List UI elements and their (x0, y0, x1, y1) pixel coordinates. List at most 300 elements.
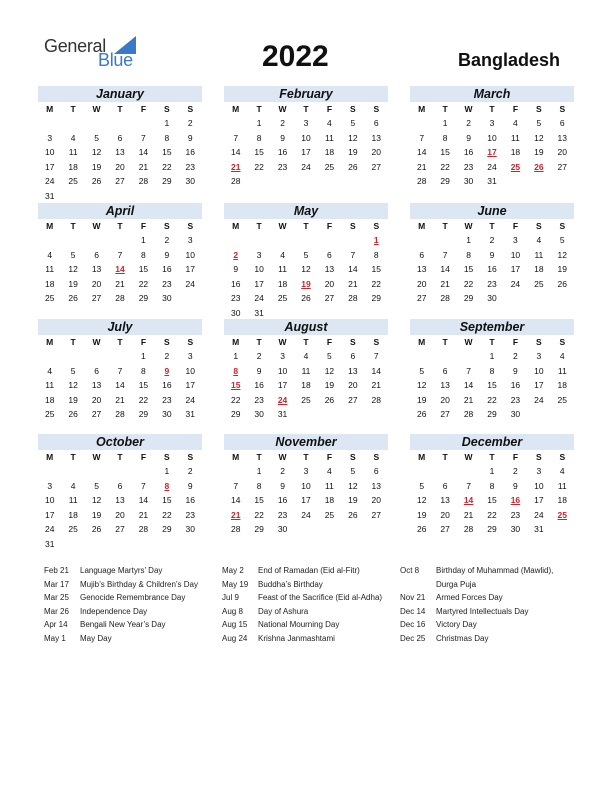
day-cell: 22 (487, 509, 497, 520)
day-cell: 15 (138, 380, 149, 391)
day-cell: 8 (373, 249, 379, 260)
weekday-label: M (232, 104, 240, 114)
day-cell: 4 (280, 249, 285, 260)
logo-blue-text: Blue (98, 50, 133, 70)
day-cell: 6 (327, 249, 332, 260)
day-cell: 8 (489, 365, 495, 376)
day-cell: 1 (489, 466, 495, 476)
weekday-label: M (46, 452, 54, 462)
weekday-label: T (303, 221, 309, 231)
month-november (224, 434, 388, 537)
holiday-row (44, 591, 198, 605)
day-cell: 11 (45, 380, 55, 391)
day-cell: 11 (301, 365, 311, 376)
day-cell: 16 (254, 380, 264, 391)
day-cell: 12 (68, 264, 78, 275)
day-cell: 2 (280, 118, 285, 128)
weekday-label: F (512, 337, 519, 347)
day-cell: 27 (115, 176, 125, 187)
day-cell: 10 (301, 132, 311, 143)
holiday-row (222, 618, 382, 632)
holiday-column (222, 564, 382, 645)
day-cell: 31 (487, 176, 497, 187)
day-cell: 28 (115, 409, 125, 420)
weekday-label: T (442, 337, 448, 347)
weekday-label: F (140, 221, 147, 231)
holiday-date: May 19 (222, 579, 249, 589)
day-cell: 16 (277, 495, 288, 506)
day-cell: 13 (348, 365, 358, 376)
day-cell: 7 (466, 365, 471, 376)
holiday-name: Independence Day (80, 606, 148, 616)
day-cell: 23 (510, 394, 521, 405)
day-cell: 4 (327, 118, 332, 128)
empty-cell (108, 464, 131, 479)
month-title: June (410, 203, 574, 219)
day-cell: 2 (466, 118, 471, 128)
day-cell: 6 (419, 249, 425, 260)
day-cell: 6 (442, 365, 448, 376)
day-cell: 11 (68, 147, 78, 158)
weekday-label: T (70, 104, 76, 114)
holiday-day: 21 (230, 161, 241, 172)
day-grid (224, 219, 388, 321)
day-cell: 3 (47, 480, 53, 491)
day-cell: 7 (419, 132, 425, 143)
day-cell: 20 (348, 380, 358, 391)
weekday-label: S (559, 221, 566, 231)
day-cell: 22 (162, 509, 172, 520)
day-cell: 21 (115, 394, 125, 405)
day-cell: 9 (513, 365, 518, 376)
day-cell: 4 (47, 365, 53, 376)
day-cell: 19 (348, 147, 358, 158)
month-april (38, 203, 202, 306)
day-cell: 20 (557, 147, 568, 158)
day-cell: 12 (91, 495, 102, 506)
empty-cell (433, 233, 456, 248)
day-cell: 6 (350, 351, 356, 361)
day-cell: 17 (534, 495, 544, 506)
day-cell: 13 (440, 495, 450, 506)
day-cell: 17 (44, 161, 55, 172)
day-cell: 10 (254, 264, 264, 275)
day-cell: 3 (303, 118, 309, 128)
day-cell: 20 (440, 394, 450, 405)
holiday-name: Birthday of Muhammad (Mawlid), (436, 566, 554, 575)
day-cell: 9 (233, 264, 239, 275)
holiday-row (222, 605, 382, 619)
weekday-label: M (418, 452, 426, 462)
weekday-label: T (117, 221, 123, 231)
day-cell: 19 (534, 147, 544, 158)
day-cell: 11 (557, 365, 567, 376)
holiday-day: 14 (115, 264, 125, 275)
weekday-label: S (373, 104, 380, 114)
empty-cell (108, 349, 131, 364)
month-title: January (38, 86, 202, 102)
day-cell: 12 (324, 365, 335, 376)
day-cell: 8 (256, 480, 262, 491)
day-cell: 27 (324, 293, 335, 304)
day-cell: 31 (534, 524, 544, 535)
weekday-label: T (256, 337, 262, 347)
weekday-label: T (489, 221, 495, 231)
holiday-day: 15 (230, 380, 241, 391)
month-may (224, 203, 388, 321)
holiday-row (222, 591, 382, 605)
day-cell: 25 (557, 394, 568, 405)
day-cell: 19 (91, 161, 102, 172)
empty-cell (410, 116, 433, 131)
weekday-label: T (442, 452, 448, 462)
day-cell: 9 (513, 480, 518, 491)
weekday-label: T (442, 221, 448, 231)
holiday-row (44, 632, 198, 646)
weekday-label: S (350, 337, 356, 347)
day-cell: 29 (487, 409, 497, 420)
month-july (38, 319, 202, 422)
weekday-label: S (536, 452, 542, 462)
day-cell: 27 (371, 509, 382, 520)
empty-cell (108, 233, 131, 248)
holiday-day: 9 (164, 365, 170, 376)
day-cell: 17 (301, 147, 311, 158)
day-cell: 22 (138, 394, 149, 405)
day-cell: 12 (348, 132, 358, 143)
month-june (410, 203, 574, 306)
day-cell: 31 (277, 409, 288, 420)
day-cell: 29 (230, 409, 241, 420)
day-cell: 5 (303, 249, 309, 260)
day-cell: 3 (187, 351, 193, 361)
day-cell: 9 (164, 249, 170, 260)
weekday-label: T (70, 221, 76, 231)
day-cell: 27 (440, 409, 450, 420)
day-cell: 2 (187, 466, 193, 476)
weekday-label: T (256, 104, 262, 114)
holiday-column (400, 564, 553, 645)
day-cell: 28 (230, 176, 241, 187)
weekday-label: M (232, 452, 240, 462)
weekday-label: M (232, 221, 240, 231)
day-cell: 19 (416, 394, 427, 405)
day-cell: 5 (327, 351, 332, 361)
day-cell: 23 (277, 161, 288, 172)
year-title: 2022 (262, 40, 329, 73)
weekday-label: S (164, 221, 170, 231)
day-cell: 18 (324, 147, 335, 158)
empty-cell (132, 116, 155, 131)
day-cell: 10 (44, 147, 55, 158)
month-title: May (224, 203, 388, 219)
day-cell: 13 (440, 380, 450, 391)
day-cell: 3 (280, 351, 285, 361)
day-grid (410, 450, 574, 537)
day-cell: 2 (164, 351, 170, 361)
day-cell: 20 (440, 509, 450, 520)
day-cell: 4 (559, 466, 565, 476)
day-cell: 8 (442, 132, 448, 143)
empty-cell (38, 116, 61, 131)
day-cell: 8 (466, 249, 471, 260)
day-cell: 25 (44, 293, 55, 304)
day-cell: 17 (277, 380, 288, 391)
day-cell: 24 (487, 161, 497, 172)
weekday-label: F (512, 221, 519, 231)
holiday-name: Mujib’s Birthday & Children’s Day (80, 579, 198, 589)
day-cell: 17 (534, 380, 544, 391)
empty-cell (38, 233, 61, 248)
day-cell: 15 (440, 147, 450, 158)
day-cell: 14 (138, 147, 149, 158)
weekday-label: F (326, 337, 333, 347)
holiday-day: 21 (230, 509, 241, 520)
empty-cell (410, 464, 433, 479)
day-cell: 25 (68, 176, 78, 187)
holiday-row (400, 618, 553, 632)
holiday-name: May Day (80, 633, 112, 643)
holiday-day: 26 (534, 161, 544, 172)
day-cell: 25 (68, 524, 78, 535)
empty-cell (108, 116, 131, 131)
holiday-name: Day of Ashura (258, 606, 309, 616)
holiday-day: 19 (301, 278, 311, 289)
holiday-row (400, 605, 553, 619)
day-cell: 5 (536, 118, 542, 128)
day-cell: 19 (68, 278, 78, 289)
day-cell: 25 (44, 409, 55, 420)
day-cell: 21 (463, 394, 474, 405)
day-cell: 17 (301, 495, 311, 506)
weekday-label: M (232, 337, 240, 347)
day-cell: 22 (371, 278, 382, 289)
weekday-label: W (278, 221, 287, 231)
day-cell: 5 (559, 235, 565, 245)
day-cell: 26 (348, 161, 358, 172)
day-cell: 15 (371, 264, 382, 275)
day-cell: 5 (94, 480, 99, 491)
day-cell: 7 (442, 249, 448, 260)
holiday-day: 25 (557, 509, 568, 520)
day-cell: 22 (162, 161, 172, 172)
day-cell: 28 (115, 293, 125, 304)
day-cell: 14 (371, 365, 382, 376)
weekday-label: T (117, 104, 123, 114)
day-cell: 24 (44, 524, 55, 535)
weekday-label: S (373, 221, 380, 231)
day-cell: 23 (185, 509, 196, 520)
holiday-date: Dec 16 (400, 620, 426, 629)
day-cell: 7 (233, 132, 239, 143)
day-cell: 25 (301, 394, 311, 405)
day-cell: 20 (324, 278, 335, 289)
empty-cell (61, 464, 84, 479)
day-cell: 18 (557, 380, 568, 391)
day-cell: 28 (416, 176, 427, 187)
day-cell: 13 (91, 380, 102, 391)
day-cell: 23 (510, 509, 521, 520)
day-cell: 2 (164, 235, 170, 245)
weekday-label: F (326, 452, 333, 462)
holiday-name: Genocide Remembrance Day (80, 593, 186, 602)
day-cell: 19 (416, 509, 427, 520)
day-cell: 13 (557, 132, 568, 143)
day-cell: 22 (230, 394, 241, 405)
day-cell: 3 (513, 235, 518, 245)
day-cell: 14 (230, 495, 241, 506)
day-cell: 16 (487, 264, 497, 275)
day-cell: 15 (487, 495, 497, 506)
weekday-label: S (536, 221, 542, 231)
day-cell: 9 (280, 132, 285, 143)
day-cell: 24 (185, 278, 196, 289)
day-cell: 22 (487, 394, 497, 405)
day-cell: 7 (233, 480, 239, 491)
day-cell: 22 (440, 161, 450, 172)
day-cell: 12 (416, 380, 427, 391)
day-cell: 20 (91, 278, 102, 289)
day-cell: 15 (254, 495, 264, 506)
generalblue-logo (44, 36, 144, 72)
month-title: September (410, 319, 574, 335)
day-cell: 1 (164, 118, 170, 128)
empty-cell (132, 464, 155, 479)
day-grid (38, 335, 202, 422)
day-cell: 21 (138, 161, 149, 172)
day-cell: 24 (510, 278, 521, 289)
weekday-label: S (373, 452, 380, 462)
day-cell: 9 (187, 132, 193, 143)
day-cell: 24 (44, 176, 55, 187)
weekday-label: T (256, 452, 262, 462)
empty-cell (433, 349, 456, 364)
day-cell: 26 (416, 409, 427, 420)
day-cell: 17 (510, 264, 521, 275)
holiday-day: 17 (487, 147, 497, 158)
weekday-label: M (46, 221, 54, 231)
day-cell: 24 (254, 293, 264, 304)
weekday-label: M (418, 104, 426, 114)
day-cell: 12 (91, 147, 102, 158)
day-cell: 5 (94, 132, 99, 143)
holiday-date: Mar 25 (44, 593, 69, 602)
day-cell: 10 (510, 249, 521, 260)
weekday-label: W (464, 104, 473, 114)
holiday-day: 2 (233, 249, 239, 260)
day-cell: 19 (348, 495, 358, 506)
day-cell: 25 (324, 509, 335, 520)
day-cell: 5 (419, 480, 425, 491)
day-cell: 23 (463, 161, 474, 172)
empty-cell (38, 349, 61, 364)
day-cell: 15 (463, 264, 474, 275)
day-cell: 29 (487, 524, 497, 535)
day-cell: 13 (371, 480, 382, 491)
empty-cell (61, 233, 84, 248)
day-cell: 13 (115, 147, 125, 158)
day-cell: 18 (68, 161, 78, 172)
day-cell: 14 (463, 380, 474, 391)
day-cell: 3 (47, 132, 53, 143)
day-cell: 11 (557, 480, 567, 491)
day-cell: 4 (536, 235, 542, 245)
weekday-label: T (303, 452, 309, 462)
day-cell: 10 (277, 365, 288, 376)
day-cell: 5 (70, 249, 76, 260)
month-september (410, 319, 574, 422)
day-grid (38, 450, 202, 552)
day-cell: 18 (510, 147, 521, 158)
empty-cell (318, 233, 341, 248)
day-cell: 1 (164, 466, 170, 476)
day-grid (224, 102, 388, 189)
day-cell: 7 (350, 249, 356, 260)
day-cell: 11 (511, 132, 520, 143)
day-cell: 16 (463, 147, 474, 158)
day-cell: 28 (230, 524, 241, 535)
day-grid (410, 102, 574, 189)
weekday-label: M (46, 104, 54, 114)
day-cell: 19 (557, 264, 568, 275)
weekday-label: T (256, 221, 262, 231)
month-title: December (410, 434, 574, 450)
day-cell: 30 (162, 293, 172, 304)
weekday-label: S (536, 337, 542, 347)
day-cell: 30 (185, 176, 196, 187)
day-cell: 10 (44, 495, 55, 506)
day-cell: 1 (442, 118, 448, 128)
day-cell: 18 (301, 380, 311, 391)
day-cell: 31 (44, 190, 55, 201)
weekday-label: S (164, 104, 170, 114)
day-cell: 18 (68, 509, 78, 520)
day-cell: 29 (254, 524, 264, 535)
day-cell: 15 (254, 147, 264, 158)
holiday-day: 24 (277, 394, 288, 405)
day-cell: 30 (487, 293, 497, 304)
weekday-label: M (418, 221, 426, 231)
day-cell: 12 (534, 132, 544, 143)
weekday-label: S (350, 221, 356, 231)
day-cell: 24 (534, 509, 544, 520)
day-cell: 15 (162, 495, 172, 506)
day-cell: 2 (489, 235, 495, 245)
holiday-name: Victory Day (436, 620, 477, 629)
day-cell: 31 (185, 409, 196, 420)
holiday-row (44, 605, 198, 619)
day-cell: 11 (534, 249, 544, 260)
month-december (410, 434, 574, 537)
empty-cell (224, 116, 247, 131)
day-cell: 7 (466, 480, 471, 491)
day-cell: 26 (557, 278, 568, 289)
empty-cell (224, 233, 247, 248)
day-cell: 4 (303, 351, 309, 361)
holiday-day: 16 (510, 495, 521, 506)
day-cell: 30 (510, 524, 521, 535)
holiday-date: Apr 14 (44, 620, 68, 629)
weekday-label: S (187, 221, 194, 231)
weekday-label: S (164, 452, 170, 462)
weekday-label: W (278, 452, 287, 462)
day-cell: 29 (440, 176, 450, 187)
day-cell: 20 (371, 495, 382, 506)
day-cell: 4 (559, 351, 565, 361)
day-cell: 26 (416, 524, 427, 535)
day-cell: 2 (256, 351, 262, 361)
holiday-date: Aug 15 (222, 620, 248, 629)
